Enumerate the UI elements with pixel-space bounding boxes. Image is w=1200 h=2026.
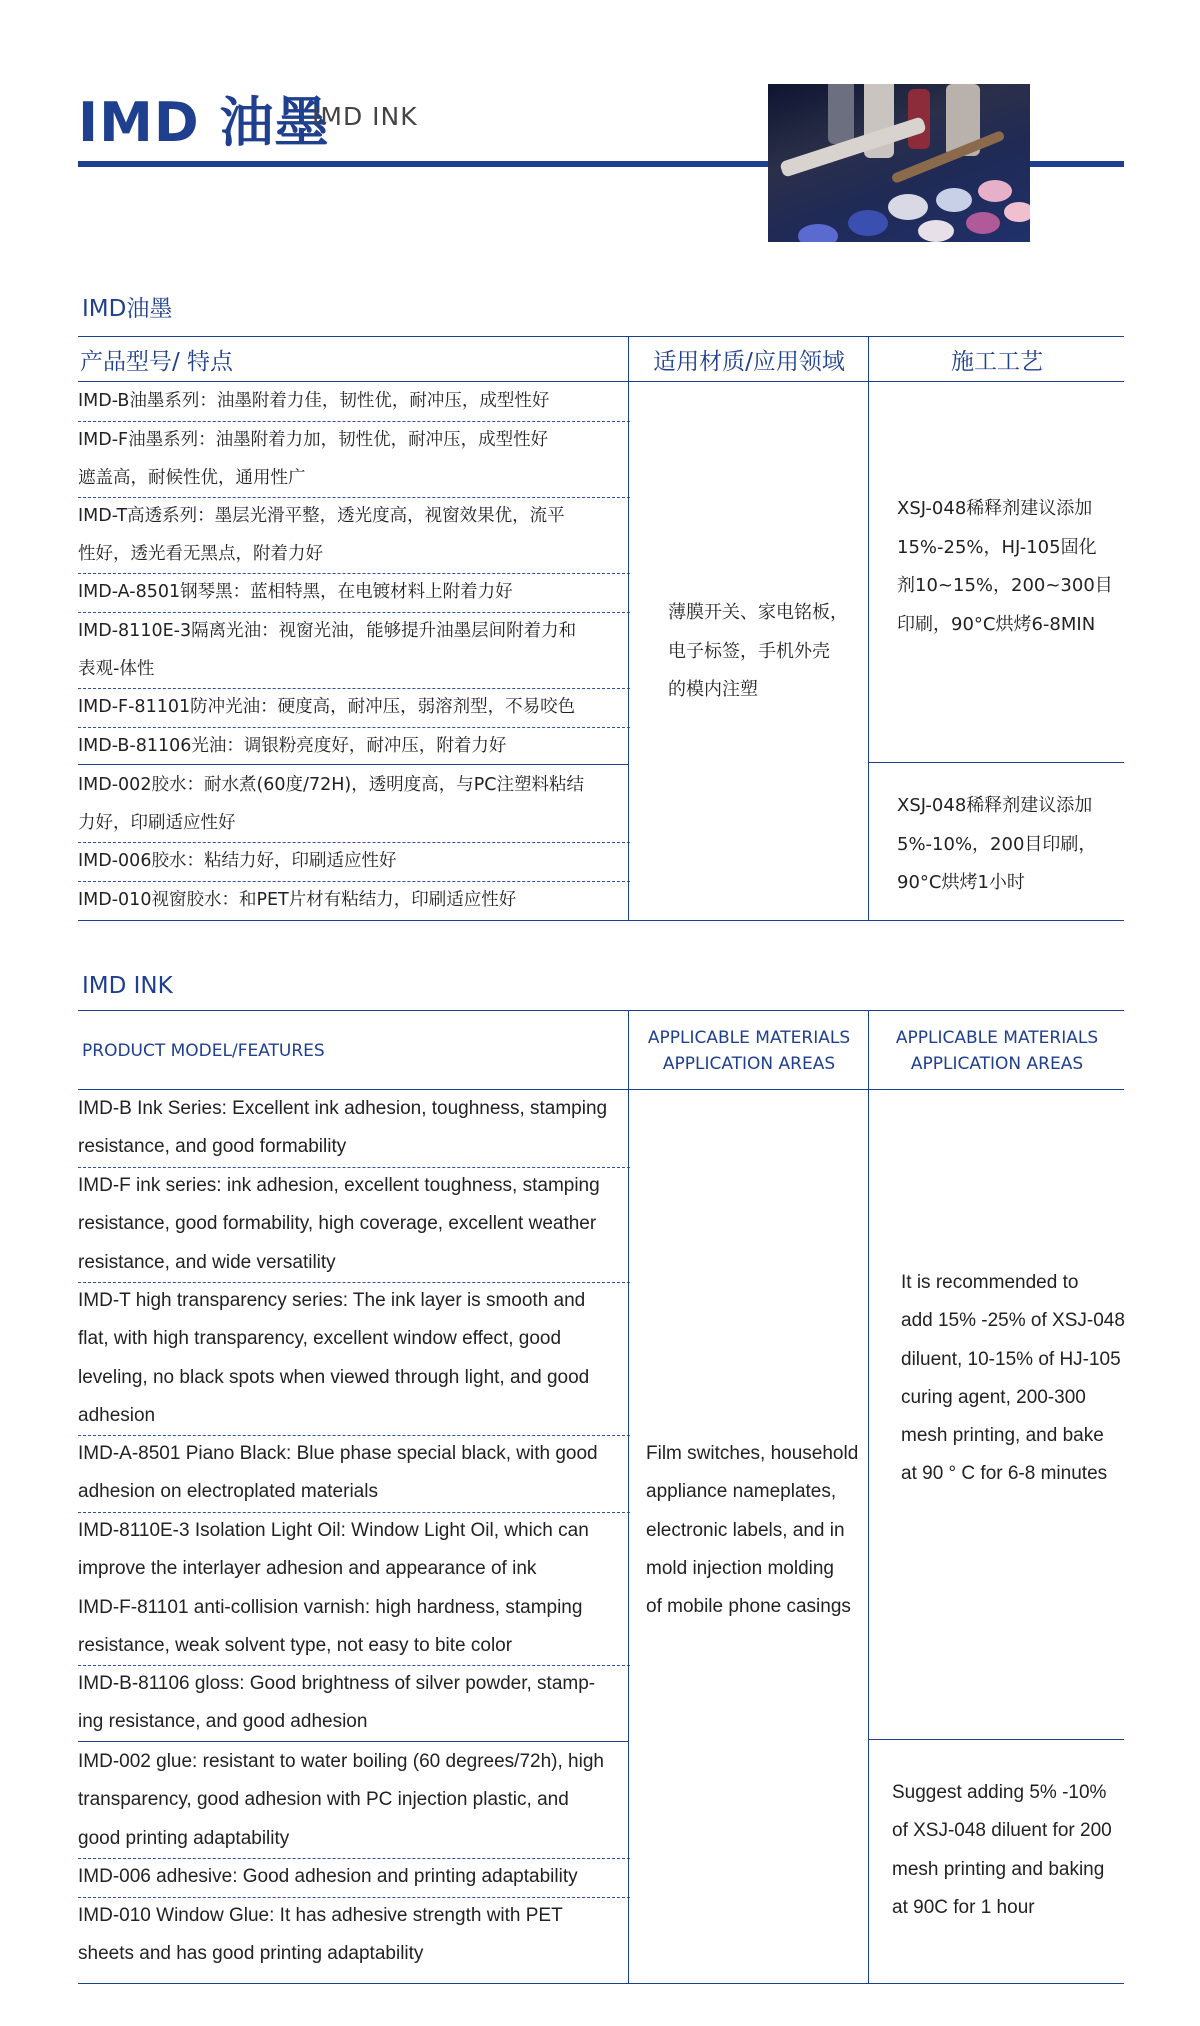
- cn-row: IMD-B油墨系列：油墨附着力佳，韧性优，耐冲压，成型性好: [78, 391, 550, 411]
- cn-row: IMD-F-81101防冲光油：硬度高，耐冲压，弱溶剂型，不易咬色: [78, 697, 576, 717]
- en-table-bottom-rule: [78, 1983, 1124, 1984]
- cn-row: IMD-F油墨系列：油墨附着力加，韧性优，耐冲压，成型性好 遮盖高，耐候性优，通用性广: [78, 430, 549, 488]
- cn-col-divider-1: [628, 336, 629, 920]
- en-col-divider-2: [868, 1010, 869, 1983]
- cn-header-process: 施工工艺: [951, 349, 1043, 375]
- cn-process-ink: XSJ-048稀释剂建议添加 15%-25%，HJ-105固化 剂10~15%，200~300目 印刷，90°C烘烤6-8MIN: [897, 498, 1113, 635]
- en-row: IMD-B-81106 gloss: Good brightness of silver powder, stamp- ing resistance, and good adhesion: [78, 1673, 596, 1733]
- cn-row: IMD-006胶水：粘结力好，印刷适应性好: [78, 851, 397, 871]
- cn-row: IMD-A-8501钢琴黑：蓝相特黑，在电镀材料上附着力好: [78, 582, 513, 602]
- en-row: IMD-006 adhesive: Good adhesion and printing adaptability: [78, 1866, 578, 1887]
- en-header-materials: APPLICABLE MATERIALS APPLICATION AREAS: [647, 1027, 851, 1074]
- cosmetics-photo: [768, 84, 1030, 242]
- en-row: IMD-B Ink Series: Excellent ink adhesion, toughness, stamping resistance, and good formability: [78, 1098, 608, 1158]
- en-row: IMD-T high transparency series: The ink layer is smooth and flat, with high transparency, excellent window effect, good leveling, no black spots when viewed through light, and good adhesion: [78, 1290, 590, 1426]
- cn-process-glue: XSJ-048稀释剂建议添加 5%-10%，200目印刷， 90°C烘烤1小时: [897, 795, 1097, 893]
- cn-row: IMD-B-81106光油：调银粉亮度好，耐冲压，附着力好: [78, 736, 507, 756]
- cn-header-materials: 适用材质/应用领域: [653, 349, 845, 375]
- en-group-divider: [78, 1741, 628, 1742]
- cn-row: IMD-T高透系列：墨层光滑平整，透光度高，视窗效果优，流平 性好，透光看无黑点，附着力好: [78, 506, 565, 564]
- cn-table-bottom-rule: [78, 920, 1124, 921]
- cn-group-divider: [78, 764, 628, 765]
- en-header-process: APPLICABLE MATERIALS APPLICATION AREAS: [895, 1027, 1099, 1074]
- cn-process-divider: [868, 762, 1124, 763]
- en-process-glue: Suggest adding 5% -10% of XSJ-048 diluent for 200 mesh printing and baking at 90C for 1 hour: [892, 1782, 1112, 1918]
- page-subtitle: IMD INK: [312, 102, 418, 131]
- en-process-divider: [868, 1739, 1124, 1740]
- en-col-divider-1: [628, 1010, 629, 1983]
- page-title: IMD 油墨: [78, 91, 330, 154]
- en-table-top-rule: [78, 1010, 1124, 1011]
- en-row: IMD-F ink series: ink adhesion, excellent toughness, stamping resistance, good formability, high coverage, excellent weather resistance, and wide versatility: [78, 1175, 600, 1273]
- cn-row: IMD-8110E-3隔离光油：视窗光油，能够提升油墨层间附着力和 表观-体性: [78, 621, 577, 679]
- en-row: IMD-010 Window Glue: It has adhesive strength with PET sheets and has good printing adaptability: [78, 1905, 563, 1965]
- cn-materials-text: 薄膜开关、家电铭板， 电子标签，手机外壳 的模内注塑: [668, 602, 848, 700]
- cn-section-title: IMD油墨: [82, 296, 173, 322]
- cn-row: IMD-010视窗胶水：和PET片材有粘结力，印刷适应性好: [78, 890, 517, 910]
- en-row: IMD-A-8501 Piano Black: Blue phase special black, with good adhesion on electroplated materials: [78, 1443, 598, 1503]
- en-row: IMD-8110E-3 Isolation Light Oil: Window Light Oil, which can improve the interlayer adhesion and appearance of ink IMD-F-81101 anti-collision varnish: high hardness, stamping resistance, weak solvent type, not easy to bite color: [78, 1520, 589, 1656]
- en-row: IMD-002 glue: resistant to water boiling (60 degrees/72h), high transparency, good adhesion with PC injection plastic, and good printing adaptability: [78, 1751, 604, 1849]
- en-materials-text: Film switches, household appliance nameplates, electronic labels, and in mold injection molding of mobile phone casings: [646, 1443, 859, 1618]
- cn-col-divider-2: [868, 336, 869, 920]
- en-section-title: IMD INK: [82, 973, 173, 999]
- en-header-model: PRODUCT MODEL/FEATURES: [82, 1040, 325, 1061]
- cn-row: IMD-002胶水：耐水煮(60度/72H)，透明度高，与PC注塑料粘结 力好，印刷适应性好: [78, 775, 584, 833]
- cn-table-top-rule: [78, 336, 1124, 337]
- en-process-ink: It is recommended to add 15% -25% of XSJ-048 diluent, 10-15% of HJ-105 curing agent, 200-300 mesh printing, and bake at 90 ° C for 6-8 minutes: [901, 1272, 1125, 1485]
- cn-header-model: 产品型号/ 特点: [80, 349, 234, 375]
